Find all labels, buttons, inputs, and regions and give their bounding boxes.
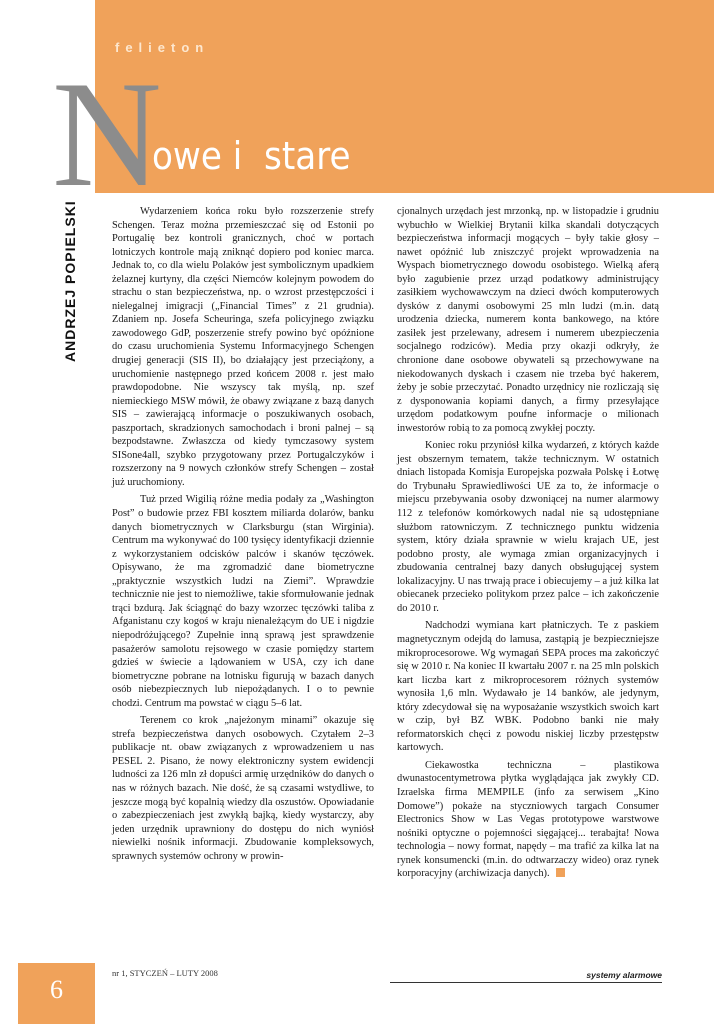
author-name: ANDRZEJ POPIELSKI [62, 200, 78, 362]
paragraph: Terenem co krok „najeżonym minami” okazuje się strefa bezpieczeństwa danych osobowych. Czytałem 2–3 publikacje nt. obaw związanych z wprowadzeniem u nas PESEL 2. Pisano, że nowy elektroniczny system ewidencji ludności za 126 mln zł dopuści armię urzędników do danych o nas w różnych bazach. Nie dość, że są czasami wstydliwe, to jeszcze mogą być kopalnią wiedzy dla oszustów. Opowiadanie o zabezpieczeniach jest zwykłą bajką, kiedy wystarczy, aby jeden urzędnik uprawniony do dostępu do nich wyniósł niewielki nośnik informacji. Zbudowanie kompleksowych, sprawnych systemów ochrony w prowin- [112, 715, 374, 862]
paragraph-continued: cjonalnych urzędach jest mrzonką, np. w listopadzie i grudniu wybuchło w Wielkiej Brytanii kilka skandali dotyczących bezpieczeństwa informacji mogących – były takie głosy – nawet opóźnić lub zniszczyć projekt wprowadzenia na Wyspach biometrycznego dowodu osobistego. Wielką aferą było zagubienie przez urząd podatkowy administrujący zasiłkiem wychowawczym na dzieci dwóch komputerowych dysków z danymi osobowymi 25 mln ludzi (m.in. datą urodzenia dziecka, numerem konta bankowego, na które zasiłek jest przelewany, adresem i numerem ubezpieczenia socjalnego rodziców). Media przy okazji odkryły, że chronione dane osobowe obywateli są przechowywane na niekodowanych dyskach i czasem nie trzeba być hakerem, żeby je sobie przeczytać. Ponadto urzędnicy nie rozliczają się z dysponowania kopiami danych, a firmy przesyłające urzędom podatkowym poufne informacje o milionach inwestorów robią to za pomocą zwykłej poczty. [397, 206, 659, 434]
title-initial-letter: N [52, 50, 162, 218]
paragraph-final [397, 759, 659, 881]
section-label: felieton [115, 40, 210, 55]
paragraph: Koniec roku przyniósł kilka wydarzeń, z których każde jest obszernym tematem, także technicznym. W ostatnich dniach listopada Komisja Europejska pozwała Polskę i Łotwę do Trybunału Sprawiedliwości UE za to, że informacje o miejscu przebywania osoby dzwoniącej na numer alarmowy 112 z telefonów komórkowych nadal nie są udostępniane służbom ratowniczym. Z technicznego punktu widzenia system, który działa sprawnie w wielu krajach UE, jest podobno prosty, ale wymaga zmian organizacyjnych i zbudowania centralnej bazy danych obsługującej system lokalizacyjny. U nas trwają prace i obiecujemy – a już kilka lat obiecanek przecieko politykom przez palce – ich zakończenie do 2010 r. [397, 440, 659, 614]
page-number: 6 [50, 975, 63, 1004]
article-title: owe i stare [152, 134, 351, 178]
paragraph-text: Ciekawostka techniczna – plastikowa dwunastocentymetrowa płytka wyglądająca jak zwykły CD. Izraelska firma MEMPILE (info za serwisem „Kino Domowe”) pokaże na styczniowych targach Consumer Electronics Show w Las Vegas prototypowe warstwowe nośniki optyczne o pojemności sięgającej... terabajta! Nowa technologia – nowy format, napędy – ma trafić za kilka lat na rynek konsumencki (m.in. do odtwarzaczy wideo) oraz rynek korporacyjny (archiwizacja danych). [397, 759, 659, 880]
paragraph: Tuż przed Wigilią różne media podały za „Washington Post” o budowie przez FBI kosztem miliarda dolarów, banku danych biometrycznych w Clarksburgu (stan Wirginia). Centrum ma wykonywać do 100 tysięcy identyfikacji dziennie z wykorzystaniem odcisków palców i skanów tęczówek. Opisywano, że ma zgromadzić dane biometryczne „praktycznie wszystkich ludzi na Ziemi”. Wprawdzie technicznie nie jest to niemożliwe, takie sformułowanie jednak trąci bzdurą. Jak ściągnąć do bazy wzorzec tęczówki taliba z Afganistanu czy kogoś w kraju nienależącym do UE i nigdzie niepodróżującego? Zupełnie inną sprawą jest sprawdzenie pasażerów samolotu rejsowego w czasie pomiędzy startem gdzieś w świecie a lądowaniem w USA, czy ich dane biometryczne pobrane na lotnisku figurują w bazach danych osób niebezpiecznych lub niepożądanych. I o to pewnie chodzi. Centrum ma powstać w ciągu 5–6 lat. [112, 494, 374, 709]
magazine-name: systemy alarmowe [586, 970, 662, 980]
article-column-left [112, 205, 374, 867]
article-column-right [397, 205, 659, 885]
paragraph: Nadchodzi wymiana kart płatniczych. Te z paskiem magnetycznym odejdą do lamusa, zastąpią je bezpieczniejsze mikroprocesorowe. Wg wymagań SEPA proces ma zakończyć się w 2010 r. Na koniec II kwartału 2007 r. na 25 mln polskich kart liczba kart z mikroprocesorem różnych systemów wynosiła 1,6 mln. Wydawało je 14 banków, ale jedynym, który zdecydował się na wyposażanie wszystkich swoich kart w czip, był BZ WBK. Podobno banki nie mały reformatorskich chęci z powodu niskiej liczby przestępstw kartowych. [397, 620, 659, 754]
end-of-article-mark [556, 868, 565, 877]
paragraph: Wydarzeniem końca roku było rozszerzenie strefy Schengen. Teraz można przemieszczać się od Estonii po Portugalię bez kontroli granicznych, choć w portach lotniczych kontrole mają zniknąć dopiero pod koniec marca. Jednak to, co dla wielu Polaków jest symbolicznym upadkiem żelaznej kurtyny, dla części Niemców kolejnym powodem do strachu o stan bezpieczeństwa, np. o wzrost przestępczości i nielegalnej imigracji („Financial Times” z 21 grudnia). Zdaniem np. Josefa Scheuringa, szefa policyjnego związku zawodowego GdP, poszerzenie strefy powino być opóźnione do czasu uruchomienia Systemu Informacyjnego Schengen drugiej generacji (SIS II), bo działający jest przeciążony, a uruchomienie następnego przed końcem 2008 r. jest mało prawdopodobne. Nie wszyscy tak myślą, np. szef niemieckiego MSW mówił, że obawy związane z bazą danych SIS – zawierającą informacje o poszukiwanych osobach, paszportach, skradzionych samochodach i broni palnej – są bezpodstawne. Zwłaszcza od kiedy tymczasowy system SISone4all, szybko przygotowany przez Portugalczyków i rozszerzony na 9 nowych członków strefy Schengen – został już uruchomiony. [112, 206, 374, 488]
issue-info: nr 1, STYCZEŃ – LUTY 2008 [112, 968, 218, 978]
footer-rule [390, 982, 662, 983]
